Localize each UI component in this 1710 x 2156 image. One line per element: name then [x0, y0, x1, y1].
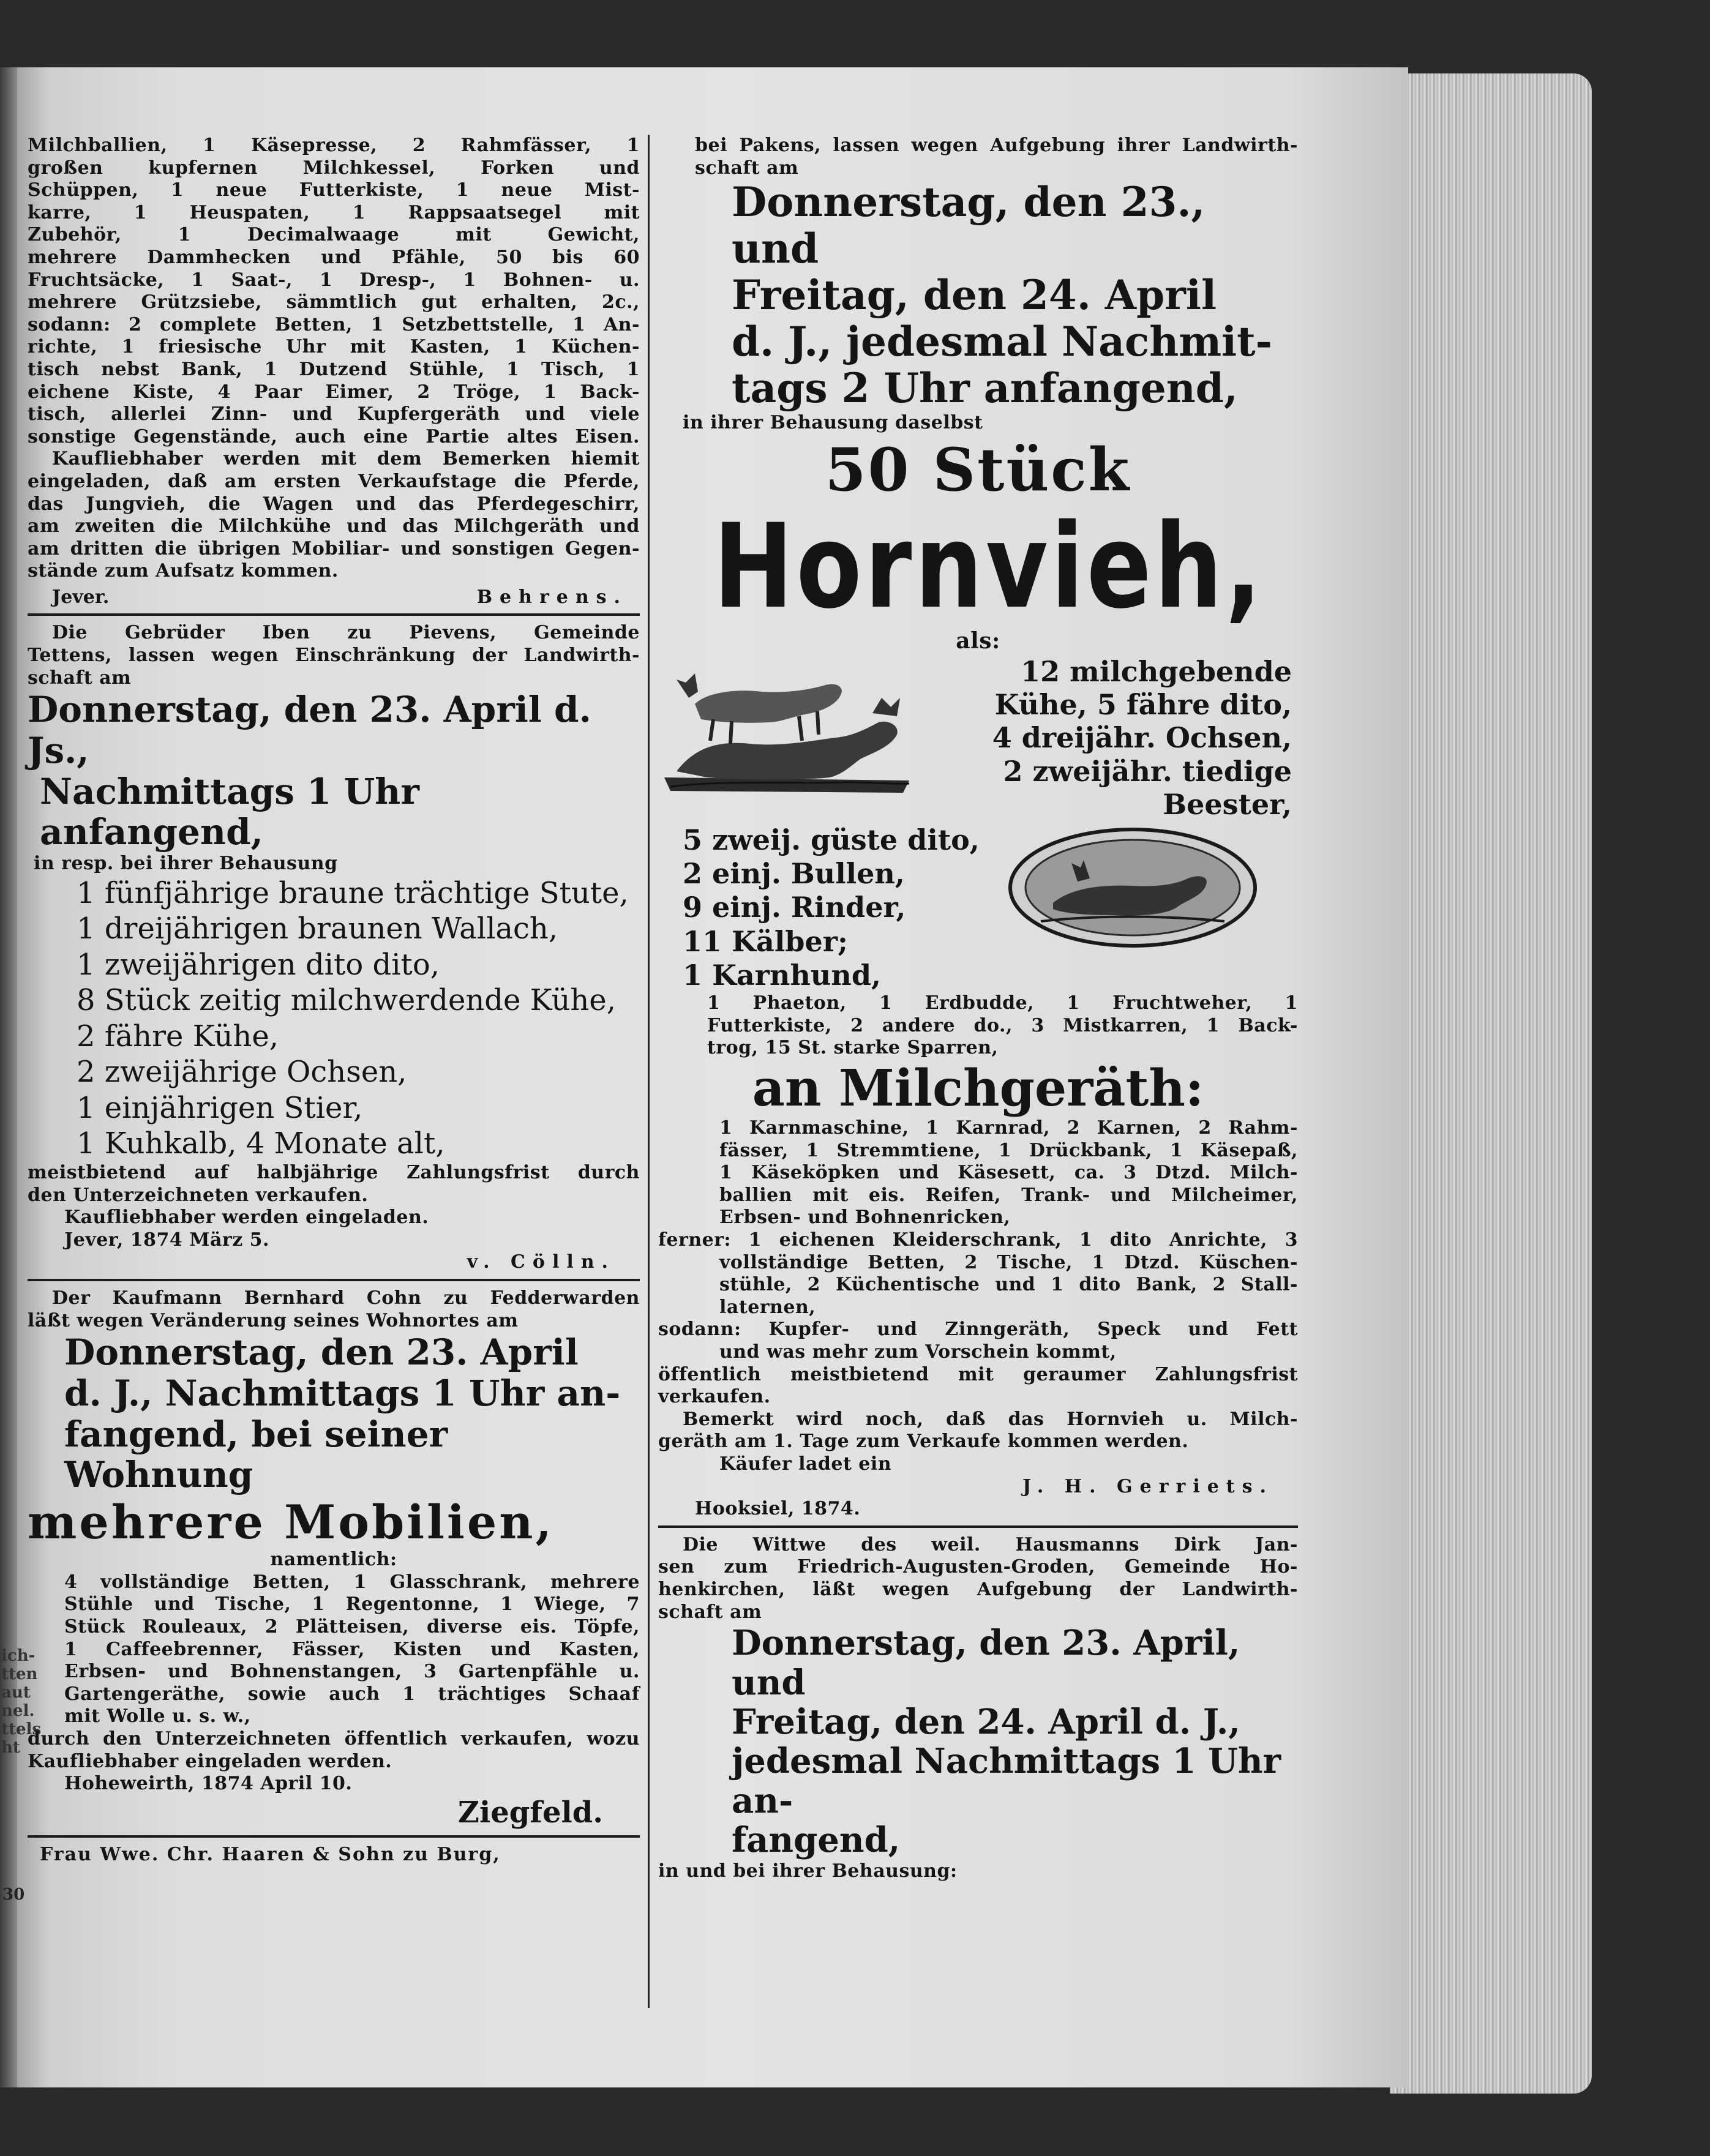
text-line: den Unterzeichneten verkaufen.	[28, 1184, 369, 1206]
text-line: Schüppen, 1 neue Futterkiste, 1 neue Mist-	[28, 179, 640, 201]
text-line: Milchballien, 1 Käsepresse, 2 Rahmfässer, 1	[28, 135, 640, 156]
text-line: Erbsen- und Bohnenstangen, 3 Gartenpfähle u.	[64, 1661, 640, 1683]
text-line: Donnerstag, den 23. April, und	[732, 1623, 1240, 1703]
list-item: 2 zweijährige Ochsen,	[77, 1055, 407, 1090]
text-line: sodann: Kupfer- und Zinngeräth, Speck und Fett	[658, 1319, 1298, 1341]
list-item: 1 Karnhund,	[683, 958, 881, 992]
text-line: Futterkiste, 2 andere do., 3 Mistkarren, 1 Back-	[707, 1014, 1298, 1036]
misc-items	[658, 992, 1298, 1060]
list-item: 2 fähre Kühe,	[77, 1019, 279, 1054]
text-line: Zubehör, 1 Decimalwaage mit Gewicht,	[28, 224, 640, 246]
text-line: laternen,	[719, 1296, 816, 1318]
edge-fragment: nel.	[1, 1702, 35, 1720]
ad-terms	[28, 1162, 640, 1207]
text-line: am dritten die übrigen Mobiliar- und sonstigen Gegen-	[28, 537, 640, 560]
main-headline: Hornvieh,	[713, 499, 1265, 635]
ad-intro	[658, 135, 1298, 179]
text-line: vollständige Betten, 2 Tische, 1 Dtzd. Küschen-	[719, 1251, 1298, 1273]
page-number: 30	[2, 1885, 25, 1904]
ad-headline: mehrere Mobilien,	[28, 1494, 554, 1549]
ad-intro: Frau Wwe. Chr. Haaren & Sohn zu Burg,	[40, 1844, 501, 1866]
list-item: 5 zweij. güste dito,	[683, 823, 980, 857]
auction-place: in resp. bei ihrer Behausung	[34, 853, 338, 874]
list-item: 1 zweijährigen dito dito,	[77, 947, 440, 982]
oval-cattle-woodcut-icon	[1004, 823, 1261, 952]
text-line: Kaufliebhaber eingeladen werden.	[28, 1750, 392, 1772]
left-column	[28, 135, 640, 1866]
dateline: Jever.	[52, 586, 110, 608]
list-item: 1 dreijährigen braunen Wallach,	[77, 911, 558, 946]
text-line: Donnerstag, den 23. April d. Js.,	[28, 689, 591, 771]
signature: Behrens.	[476, 586, 628, 608]
auction-place: in ihrer Behausung daselbst	[683, 411, 983, 433]
text-line: Erbsen- und Bohnenricken,	[719, 1207, 1011, 1229]
dateline: Hooksiel, 1874.	[695, 1498, 861, 1520]
cattle-list	[658, 823, 998, 992]
list-item: 4 dreijähr. Ochsen,	[992, 721, 1292, 755]
auction-date	[658, 1623, 1298, 1860]
edge-fragment: ttels	[1, 1720, 42, 1739]
edge-fragment: aut	[1, 1683, 31, 1702]
text-line: trog, 15 St. starke Sparren,	[707, 1037, 999, 1059]
ad-intro	[28, 1287, 640, 1332]
text-line: Freitag, den 24. April d. J.,	[732, 1701, 1240, 1742]
edge-fragment: ht	[1, 1739, 20, 1757]
then-items	[658, 1319, 1298, 1408]
text-line: bei Pakens, lassen wegen Aufgebung ihrer Landwirth-	[695, 135, 1298, 156]
text-line: tisch nebst Bank, 1 Dutzend Stühle, 1 Tisch, 1	[28, 358, 640, 380]
text-line: läßt wegen Veränderung seines Wohnortes am	[28, 1309, 519, 1331]
dairy-items	[658, 1117, 1298, 1229]
list-item: 11 Kälber;	[683, 924, 848, 958]
text-line: tisch, allerlei Zinn- und Kupfergeräth und viele	[28, 403, 640, 425]
text-line: öffentlich meistbietend mit geraumer Zahlungsfrist	[658, 1363, 1298, 1385]
text-line: Stück Rouleaux, 2 Plätteisen, diverse eis. Töpfe,	[64, 1616, 640, 1638]
auction-date	[28, 1332, 640, 1495]
signature: v. Cölln.	[467, 1251, 615, 1273]
text-line: 4 vollständige Betten, 1 Glasschrank, mehrere	[64, 1571, 640, 1593]
ad-intro	[658, 1534, 1298, 1623]
text-line: jedesmal Nachmittags 1 Uhr an-	[732, 1741, 1281, 1821]
buyers-invite: Käufer ladet ein	[719, 1453, 892, 1475]
edge-fragment: ich-	[1, 1647, 36, 1665]
auction-date	[28, 689, 640, 853]
list-item: Kühe, 5 fähre dito,	[994, 688, 1292, 722]
auction-place: in und bei ihrer Behausung:	[658, 1860, 958, 1882]
text-line: 1 Caffeebrenner, Fässer, Kisten und Kasten,	[64, 1638, 640, 1660]
dairy-headline: an Milchgeräth:	[752, 1058, 1204, 1118]
list-item: 8 Stück zeitig milchwerdende Kühe,	[77, 983, 616, 1018]
text-line: richte, 1 friesische Uhr mit Kasten, 1 Küchen-	[28, 336, 640, 358]
text-line: stände zum Aufsatz kommen.	[28, 560, 339, 582]
text-line: karre, 1 Heuspaten, 1 Rappsaatsegel mit	[28, 201, 640, 223]
text-line: meistbietend auf halbjährige Zahlungsfrist durch	[28, 1161, 640, 1183]
signature: Ziegfeld.	[457, 1795, 603, 1830]
list-item: 1 fünfjährige braune trächtige Stute,	[77, 875, 629, 910]
ad-separator	[658, 1525, 1298, 1528]
list-item: 2 einj. Bullen,	[683, 857, 905, 891]
text-line: fangend, bei seiner Wohnung	[64, 1413, 448, 1496]
text-line: Tettens, lassen wegen Einschränkung der Landwirth-	[28, 645, 640, 667]
note	[658, 1409, 1298, 1453]
list-item: 1 Kuhkalb, 4 Monate alt,	[77, 1126, 445, 1161]
text-line: mehrere Grützsiebe, sämmtlich gut erhalten, 2c.,	[28, 291, 640, 313]
continuation-text	[28, 135, 640, 583]
auction-date	[658, 179, 1298, 411]
text-line: fangend,	[732, 1820, 901, 1861]
ad-separator	[28, 1279, 640, 1281]
text-line: Kaufliebhaber werden mit dem Bemerken hiemit	[52, 448, 640, 470]
text-line: d. J., Nachmittags 1 Uhr an-	[64, 1372, 621, 1414]
als-label: als:	[956, 627, 1000, 654]
dateline: Hoheweirth, 1874 April 10.	[64, 1773, 353, 1795]
cattle-block-a	[658, 655, 1298, 821]
text-line: verkaufen.	[658, 1386, 771, 1408]
ad-invite: Kaufliebhaber werden eingeladen.	[64, 1207, 429, 1229]
text-line: und was mehr zum Vorschein kommt,	[719, 1341, 1117, 1363]
edge-fragment: tten	[1, 1665, 38, 1683]
dateline: Jever, 1874 März 5.	[64, 1229, 270, 1251]
text-line: mit Wolle u. s. w.,	[64, 1705, 251, 1727]
cattle-block-b	[658, 823, 1298, 992]
text-line: Bemerkt wird noch, daß das Hornvieh u. Milch-	[683, 1408, 1298, 1430]
text-line: mehrere Dammhecken und Pfähle, 50 bis 60	[28, 246, 640, 268]
text-line: stühle, 2 Küchentische und 1 dito Bank, 2 Stall-	[719, 1274, 1298, 1296]
list-item: 1 einjährigen Stier,	[77, 1090, 363, 1125]
text-line: schaft am	[28, 667, 132, 689]
text-line: durch den Unterzeichneten öffentlich verkaufen, wozu	[28, 1728, 640, 1750]
text-line: das Jungvieh, die Wagen und das Pferdegeschirr,	[28, 493, 640, 515]
text-line: ballien mit eis. Reifen, Trank- und Milcheimer,	[719, 1184, 1298, 1206]
text-line: schaft am	[695, 157, 799, 179]
text-line: Gartengeräthe, sowie auch 1 trächtiges Schaaf	[64, 1683, 640, 1705]
list-item: Beester,	[1163, 787, 1292, 821]
text-line: ferner: 1 eichenen Kleiderschrank, 1 dito Anrichte, 3	[658, 1229, 1298, 1251]
text-line: Stühle und Tische, 1 Regentonne, 1 Wiege, 7	[64, 1593, 640, 1615]
text-line: Donnerstag, den 23. April	[64, 1331, 579, 1374]
count-headline: 50 Stück	[825, 435, 1131, 505]
ad-separator	[28, 1835, 640, 1838]
text-line: 1 Phaeton, 1 Erdbudde, 1 Fruchtweher, 1	[707, 992, 1298, 1014]
text-line: Freitag, den 24. April	[732, 271, 1217, 319]
column-divider	[648, 135, 650, 2008]
text-line: sonstige Gegenstände, auch eine Partie altes Eisen.	[28, 425, 640, 447]
right-column	[658, 135, 1298, 1882]
text-line: sen zum Friedrich-Augusten-Groden, Gemeinde Ho-	[658, 1556, 1298, 1578]
list-item: 2 zweijähr. tiedige	[1003, 754, 1292, 788]
text-line: Fruchtsäcke, 1 Saat-, 1 Dresp-, 1 Bohnen- u.	[28, 269, 640, 291]
item-list	[28, 875, 640, 1162]
further-items	[658, 1229, 1298, 1319]
text-line: geräth am 1. Tage zum Verkaufe kommen werden.	[658, 1431, 1189, 1453]
text-line: Die Wittwe des weil. Hausmanns Dirk Jan-	[683, 1533, 1298, 1555]
text-line: Der Kaufmann Bernhard Cohn zu Fedderwarden	[52, 1287, 640, 1309]
text-line: am zweiten die Milchkühe und das Milchgeräth und	[28, 515, 640, 537]
text-line: tags 2 Uhr anfangend,	[732, 364, 1238, 412]
ad-terms	[28, 1728, 640, 1773]
text-line: eingeladen, daß am ersten Verkaufstage die Pferde,	[28, 470, 640, 492]
ad-separator	[28, 613, 640, 616]
text-line: eichene Kiste, 4 Paar Eimer, 2 Tröge, 1 Back-	[28, 381, 640, 403]
text-line: großen kupfernen Milchkessel, Forken und	[28, 157, 640, 179]
signature: J. H. Gerriets.	[1022, 1475, 1273, 1497]
text-line: fässer, 1 Stremmtiene, 1 Drückbank, 1 Käsepaß,	[719, 1139, 1298, 1161]
text-line: Donnerstag, den 23., und	[732, 178, 1206, 273]
text-line: d. J., jedesmal Nachmit-	[732, 317, 1273, 365]
signature-row	[28, 583, 640, 609]
ad-intro	[28, 622, 640, 689]
text-line: Nachmittags 1 Uhr anfangend,	[40, 770, 419, 853]
page-gutter	[0, 67, 17, 2087]
list-item: 9 einj. Rinder,	[683, 891, 906, 924]
text-line: schaft am	[658, 1601, 762, 1623]
namely-label: namentlich:	[270, 1549, 397, 1571]
book-page-edges	[1390, 73, 1592, 2094]
text-line: 1 Karnmaschine, 1 Karnrad, 2 Karnen, 2 Rahm-	[719, 1117, 1298, 1139]
text-line: 1 Käseköpken und Käsesett, ca. 3 Dtzd. Milch-	[719, 1162, 1298, 1184]
cattle-woodcut-icon	[658, 655, 915, 796]
list-item: 12 milchgebende	[1021, 654, 1292, 688]
text-line: sodann: 2 complete Betten, 1 Setzbettstelle, 1 An-	[28, 313, 640, 335]
cattle-list	[921, 655, 1298, 821]
text-line: Die Gebrüder Iben zu Pievens, Gemeinde	[52, 622, 640, 644]
item-text	[28, 1571, 640, 1728]
text-line: henkirchen, läßt wegen Aufgebung der Landwirth-	[658, 1578, 1298, 1600]
